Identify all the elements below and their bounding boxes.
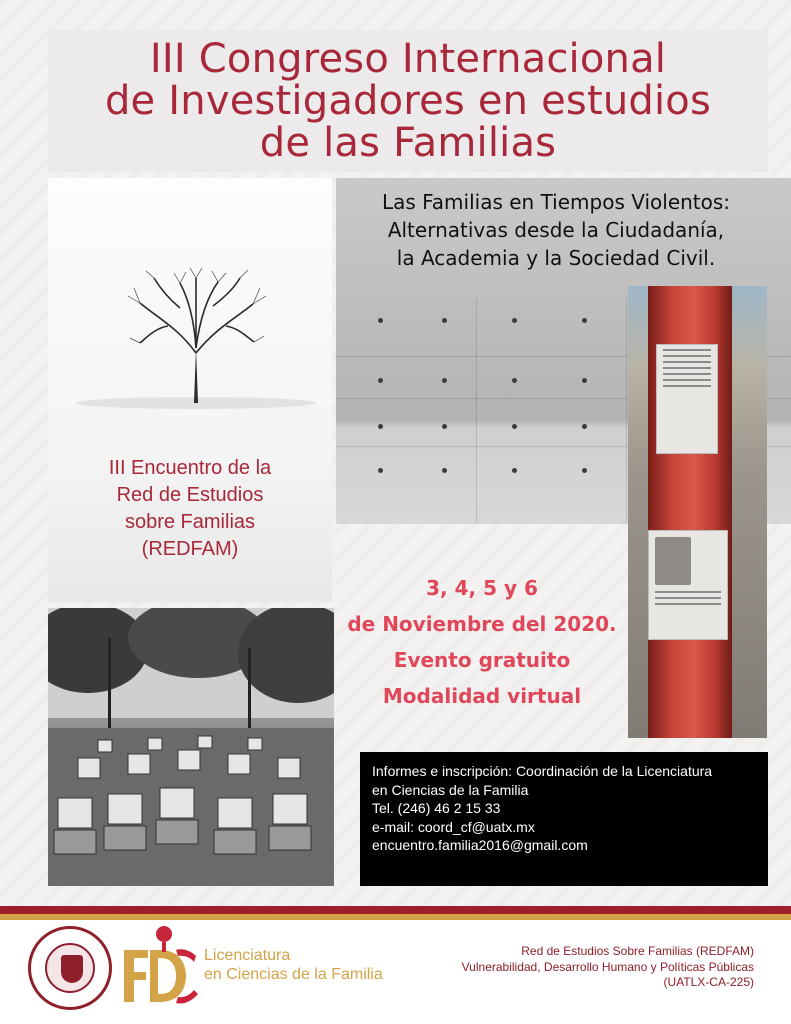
encuentro-line: (REDFAM) [141,538,239,560]
contact-line: Informes e inscripción: Coordinación de la Licenciatura [372,763,713,779]
event-dates: 3, 4, 5 y 6 [426,576,538,600]
missing-person-poster [656,344,718,454]
red-pole [648,286,732,738]
title-banner [48,30,768,172]
contact-line: en Ciencias de la Familia [372,781,529,798]
program-line: en Ciencias de la Familia [204,966,383,983]
subtitle-line: Alternativas desde la Ciudadanía, [387,218,725,242]
encuentro-text [48,455,332,563]
contact-box [360,752,768,886]
red-pole-photo [628,286,767,738]
title-line: III Congreso Internacional [149,36,667,82]
fdc-logo-icon [120,922,200,1008]
footer-stripe-red [0,906,791,914]
event-details [336,570,628,714]
title-line: de Investigadores en estudios [104,78,712,124]
redfam-line: Vulnerabilidad, Desarrollo Humano y Políticas Públicas [461,959,754,974]
program-name [204,946,383,984]
title-line: de las Familias [259,120,557,166]
street-illustration [48,608,334,886]
subtitle-line: Las Familias en Tiempos Violentos: [381,190,731,214]
contact-email-alt[interactable]: encuentro.familia2016@gmail.com [372,837,588,854]
university-seal-icon [28,926,112,1010]
redfam-line: Red de Estudios Sobre Familias (REDFAM) [521,944,754,958]
event-month: de Noviembre del 2020. [347,612,617,636]
contact-email[interactable]: e-mail: coord_cf@uatx.mx [372,818,535,835]
subtitle [346,182,766,284]
event-mode: Modalidad virtual [382,684,582,708]
program-line: Licenciatura [204,947,291,964]
event-free: Evento gratuito [393,648,571,672]
redfam-info [420,944,754,991]
missing-person-poster [648,530,728,640]
street-protest-photo [48,608,334,886]
encuentro-line: III Encuentro de la [108,457,272,479]
encuentro-line: Red de Estudios [116,484,264,506]
encuentro-line: sobre Familias [124,511,256,533]
contact-phone: Tel. (246) 46 2 15 33 [372,800,501,817]
subtitle-line: la Academia y la Sociedad Civil. [396,246,716,270]
redfam-line: (UATLX-CA-225) [663,975,754,989]
